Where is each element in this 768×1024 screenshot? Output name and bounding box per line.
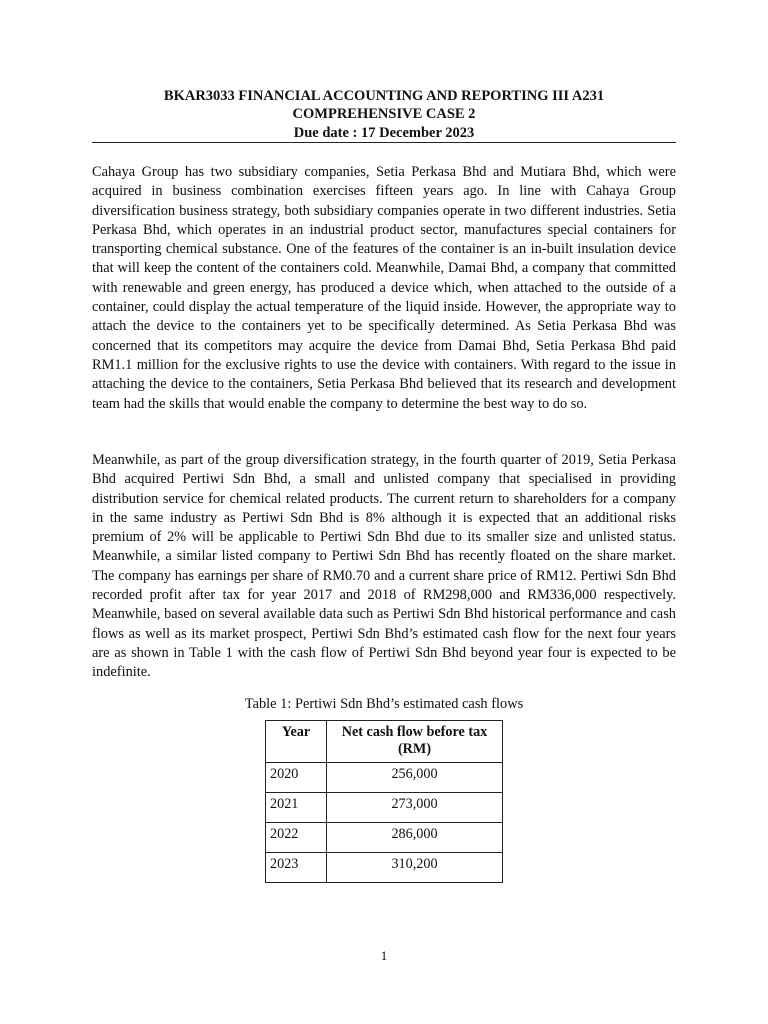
cash-flow-cell: 256,000 (327, 763, 503, 793)
due-date: Due date : 17 December 2023 (293, 125, 475, 141)
cash-flow-cell: 286,000 (327, 823, 503, 853)
year-cell: 2021 (266, 793, 327, 823)
cash-flow-table (265, 720, 503, 883)
table-row (266, 793, 503, 823)
page-number: 1 (380, 948, 388, 963)
header-divider (92, 142, 676, 143)
table-row (266, 853, 503, 883)
year-cell: 2023 (266, 853, 327, 883)
table-header-row (266, 721, 503, 763)
document-header (92, 87, 676, 142)
case-title: COMPREHENSIVE CASE 2 (292, 106, 476, 122)
paragraph-2: Meanwhile, as part of the group diversification strategy, in the fourth quarter of 2019, Setia Perkasa Bhd acquired Pertiwi Sdn Bhd, a small and unlisted company that specialised in providing distribution service for chemical related products. The current return to shareholders for a company in the same industry as Pertiwi Sdn Bhd is 8% although it is expected that an additional risks premium of 2% will be applicable to Pertiwi Sdn Bhd due to its smaller size and unlisted status. Meanwhile, a similar listed company to Pertiwi Sdn Bhd has recently floated on the share market. The company has earnings per share of RM0.70 and a current share price of RM12. Pertiwi Sdn Bhd recorded profit after tax for year 2017 and 2018 of RM298,000 and RM336,000 respectively. Meanwhile, based on several available data such as Pertiwi Sdn Bhd historical performance and cash flows as well as its market prospect, Pertiwi Sdn Bhd’s estimated cash flow for the next four years are as shown in Table 1 with the cash flow of Pertiwi Sdn Bhd beyond year four is expected to be indefinite. (92, 452, 676, 681)
column-header-net-cash-flow: Net cash flow before tax (RM) (327, 721, 503, 763)
course-title: BKAR3033 FINANCIAL ACCOUNTING AND REPORTING III A231 (163, 88, 605, 104)
table-row (266, 823, 503, 853)
paragraph-1: Cahaya Group has two subsidiary companies, Setia Perkasa Bhd and Mutiara Bhd, which were acquired in business combination exercises fifteen years ago. In line with Cahaya Group diversification business strategy, both subsidiary companies operate in two different industries. Setia Perkasa Bhd, which operates in an industrial product sector, manufactures special containers for transporting chemical substance. One of the features of the container is an in-built insulation device that will keep the content of the containers cold. Meanwhile, Damai Bhd, a company that committed with renewable and green energy, has produced a device which, when attached to the outside of a container, could display the actual temperature of the liquid inside. However, the appropriate way to attach the device to the containers yet to be specifically determined. As Setia Perkasa Bhd was concerned that its competitors may acquire the device from Damai Bhd, Setia Perkasa Bhd paid RM1.1 million for the exclusive rights to use the device with containers. With regard to the issue in attaching the device to the containers, Setia Perkasa Bhd believed that its research and development team had the skills that would enable the company to determine the best way to do so. (92, 164, 676, 412)
cash-flow-cell: 273,000 (327, 793, 503, 823)
year-cell: 2022 (266, 823, 327, 853)
table-row (266, 763, 503, 793)
year-cell: 2020 (266, 763, 327, 793)
column-header-year: Year (266, 721, 327, 763)
cash-flow-cell: 310,200 (327, 853, 503, 883)
table-caption: Table 1: Pertiwi Sdn Bhd’s estimated cash flows (244, 696, 524, 712)
